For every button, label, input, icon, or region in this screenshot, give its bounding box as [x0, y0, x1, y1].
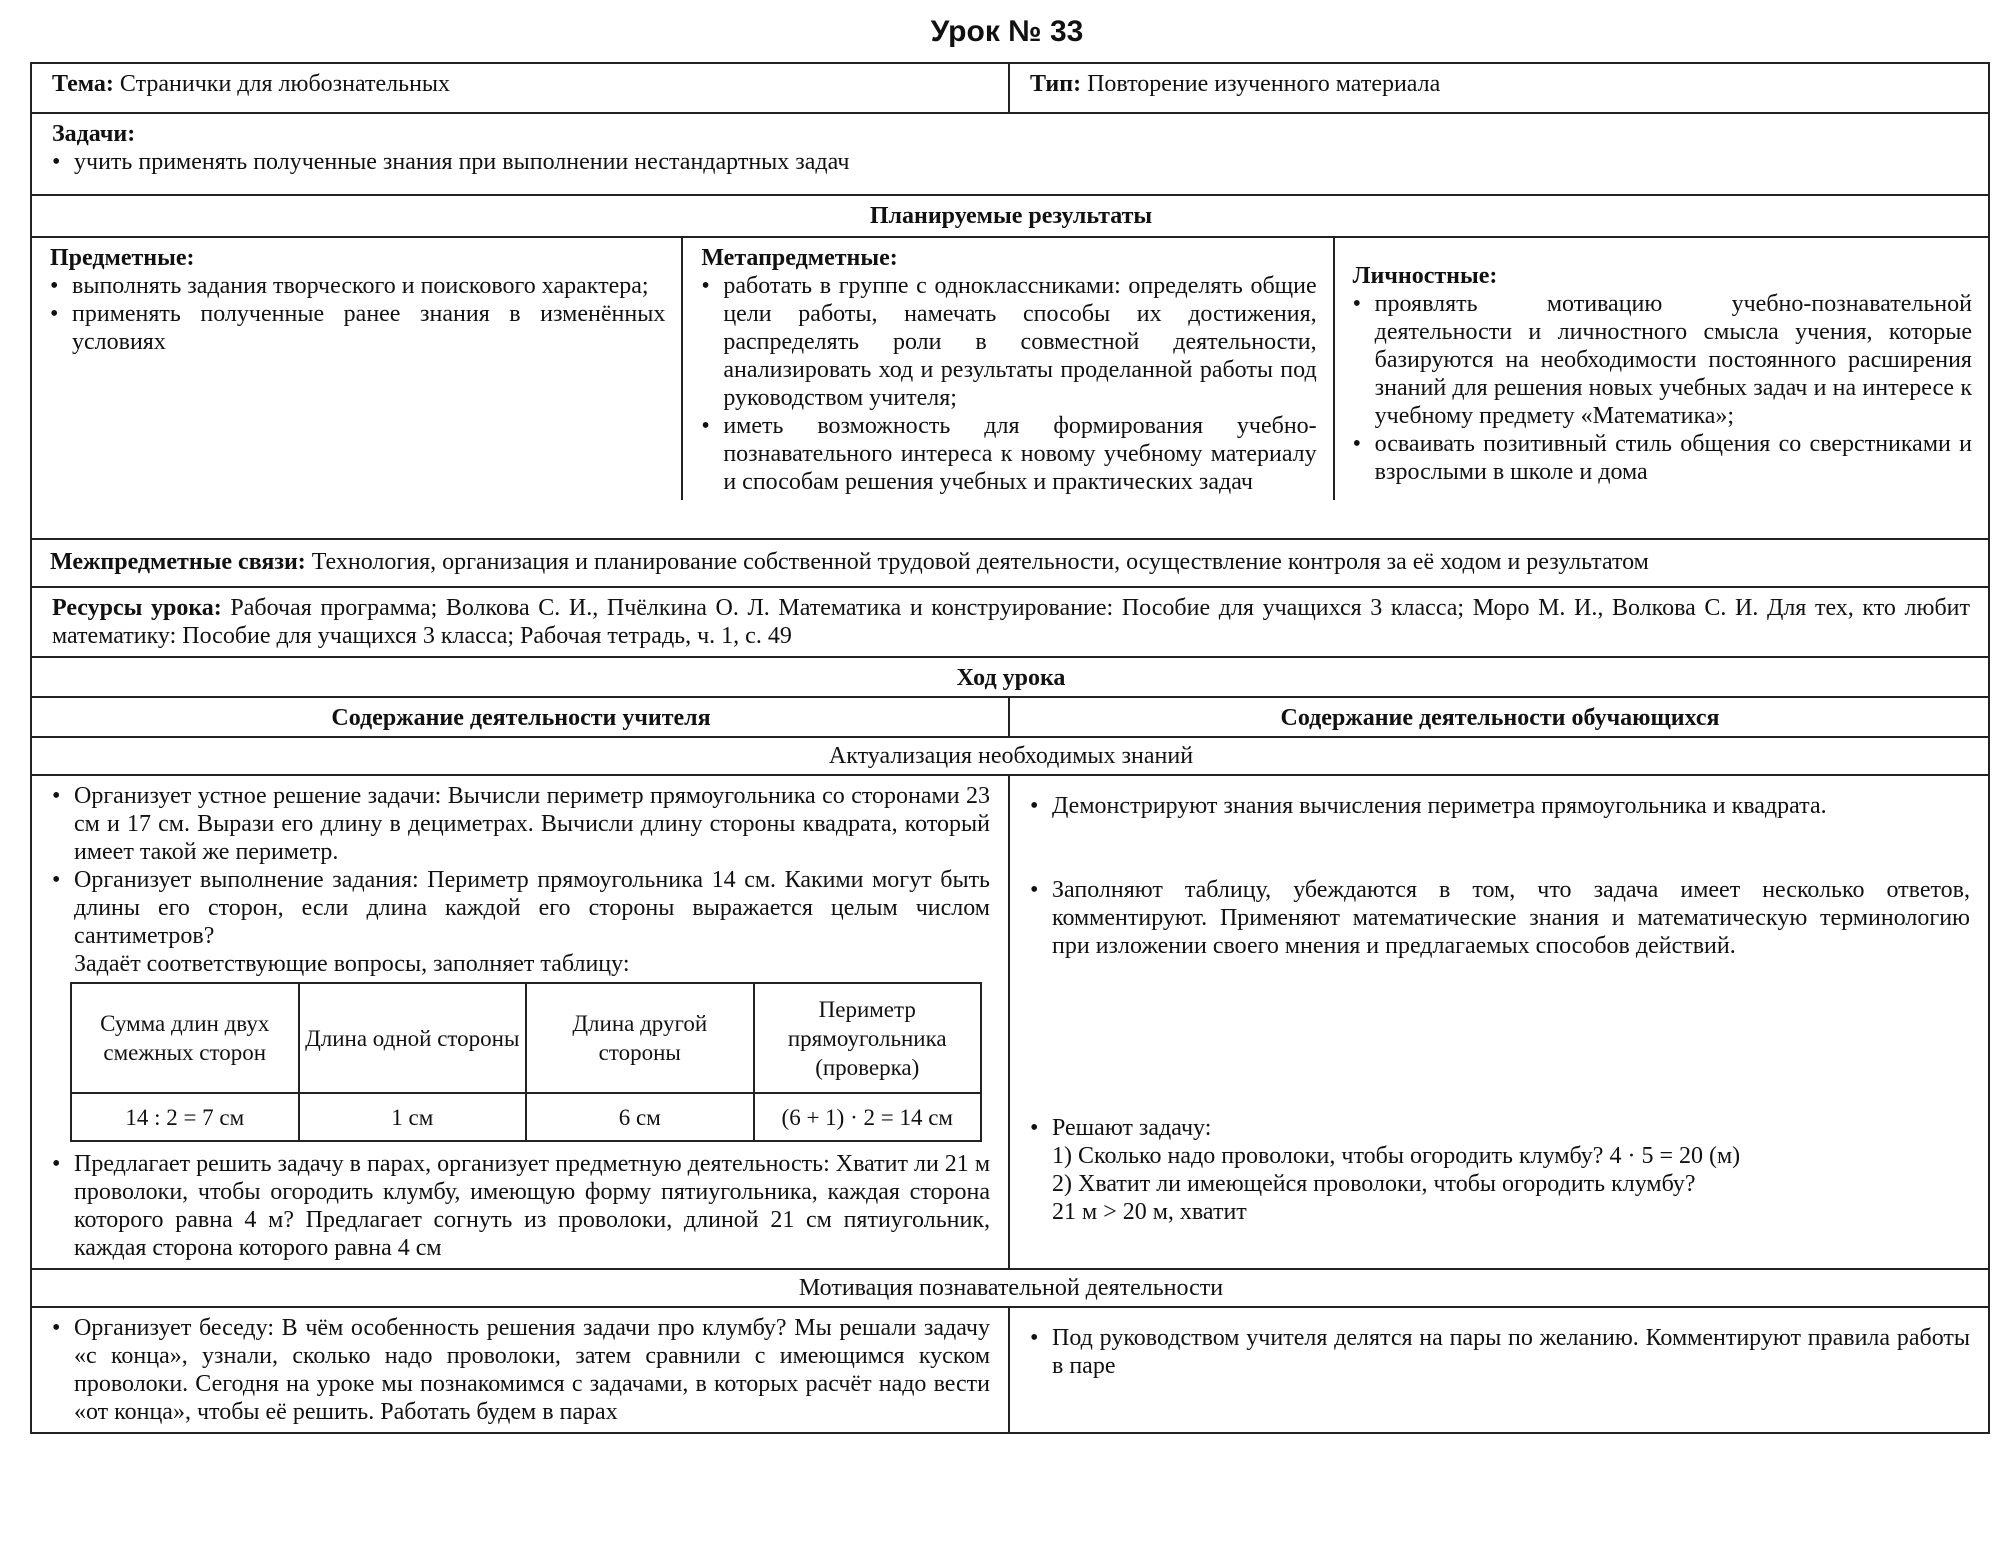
teacher-note: Задаёт соответствующие вопросы, заполняет таблицу: [74, 951, 630, 977]
stage-heading-row [31, 737, 1989, 775]
subject-results [32, 238, 683, 500]
perimeter-table-header: Сумма длин двух смежных сторон [71, 983, 299, 1093]
students-task-line: 21 м > 20 м, хватит [1052, 1199, 1247, 1225]
students-activity-item: • Демонстрируют знания вычисления периметра прямоугольника и квадрата. [1030, 792, 1970, 820]
perimeter-table-header: Периметр прямоугольника (проверка) [754, 983, 982, 1093]
students-activity-item: • Под руководством учителя делятся на пары по желанию. Комментируют правила работы в паре [1030, 1324, 1970, 1380]
teacher-activity [31, 1307, 1009, 1433]
metasubject-results [683, 238, 1334, 500]
lesson-flow-heading-text: Ход урока [956, 665, 1066, 691]
subject-results-list [50, 272, 665, 356]
perimeter-table-cell: 6 см [526, 1093, 754, 1141]
subject-result-item: • выполнять задания творческого и поискового характера; [50, 272, 665, 300]
tasks-row [31, 113, 1989, 195]
personal-results-label: Личностные: [1352, 263, 1498, 289]
tasks-list [52, 148, 1970, 176]
metasubject-result-item: • работать в группе с одноклассниками: определять общие цели работы, намечать способы их достижения, распределять роли в совместной деятельности, анализировать ход и результаты проделанной работы под руководством учителя; [701, 272, 1316, 412]
lesson-plan-table [30, 62, 1990, 1434]
interdisciplinary-row [31, 539, 1989, 587]
topic-row [31, 63, 1989, 113]
results-heading [31, 195, 1989, 237]
tasks-label: Задачи: [52, 121, 136, 147]
students-activity-list [1030, 792, 1970, 1226]
metasubject-results-label: Метапредметные: [701, 245, 898, 271]
stage-heading: Актуализация необходимых знаний [31, 737, 1989, 775]
perimeter-table-cell: 14 : 2 = 7 см [71, 1093, 299, 1141]
metasubject-result-item: • иметь возможность для формирования учебно-познавательного интереса к новому учебному материалу и способам решения учебных и практических задач [701, 412, 1316, 496]
students-activity-list [1030, 1324, 1970, 1380]
resources-row [31, 587, 1989, 657]
teacher-activity-list [52, 782, 990, 950]
subject-results-label: Предметные: [50, 245, 195, 271]
results-row [31, 237, 1989, 539]
results-heading-text: Планируемые результаты [869, 203, 1153, 229]
teacher-activity-item: • Предлагает решить задачу в парах, организует предметную деятельность: Хватит ли 21 м проволоки, чтобы огородить клумбу, имеющую форму пятиугольника, каждая сторона которого равна 4 м? Предлагает согнуть из проволоки, длиной 21 см пятиугольник, каждая сторона которого равна 4 см [52, 1150, 990, 1262]
students-activity-item [1030, 1114, 1970, 1226]
metasubject-results-list [701, 272, 1316, 496]
teacher-activity [31, 775, 1009, 1269]
students-task-line: 1) Сколько надо проволоки, чтобы огородить клумбу? 4 · 5 = 20 (м) [1052, 1143, 1741, 1169]
topic-value: Странички для любознательных [119, 71, 451, 97]
stage-content-row [31, 775, 1989, 1269]
results-heading-row [31, 195, 1989, 237]
topic-cell [31, 63, 1009, 113]
tasks-item: • учить применять полученные знания при выполнении нестандартных задач [52, 148, 1970, 176]
results-columns [32, 238, 1988, 500]
personal-results-list [1353, 290, 1972, 486]
teacher-column-header-text: Содержание деятельности учителя [331, 705, 711, 731]
students-activity [1009, 1307, 1989, 1433]
resources-value: Рабочая программа; Волкова С. И., Пчёлкина О. Л. Математика и конструирование: Пособие для учащихся 3 класса; Моро М. И., Волкова С. И. Для тех, кто любит математику: Пособие для учащихся 3 класса; Рабочая тетрадь, ч. 1, с. 49 [52, 595, 1971, 649]
students-activity-item: • Заполняют таблицу, убеждаются в том, что задача имеет несколько ответов, комментируют. Применяют математические знания и математическую терминологию при изложении своего мнения и предлагаемых способов действий. [1030, 876, 1970, 960]
personal-result-item: • проявлять мотивацию учебно-познавательной деятельности и личностного смысла учения, которые базируются на необходимости постоянного расширения знаний для решения новых учебных задач и на интересе к учебному предмету «Математика»; [1353, 290, 1972, 430]
teacher-activity-item: • Организует беседу: В чём особенность решения задачи про клумбу? Мы решали задачу «с конца», узнали, сколько надо проволоки, затем сравнили с имеющимся куском проволоки. Сегодня на уроке мы познакомимся с задачами, в которых расчёт надо вести «от конца», чтобы её решить. Работать будем в парах [52, 1314, 990, 1426]
stage-content-row [31, 1307, 1989, 1433]
resources-cell [31, 587, 1989, 657]
page-title: Урок № 33 [930, 15, 1084, 48]
perimeter-table-header: Длина одной стороны [299, 983, 527, 1093]
resources-label: Ресурсы урока: [52, 595, 222, 621]
students-activity [1009, 775, 1989, 1269]
interdisciplinary-value: Технология, организация и планирование собственной трудовой деятельности, осуществление контроля за её ходом и результатом [311, 549, 1649, 575]
personal-result-item: • осваивать позитивный стиль общения со сверстниками и взрослыми в школе и дома [1353, 430, 1972, 486]
students-column-header-text: Содержание деятельности обучающихся [1280, 705, 1720, 731]
teacher-activity-item: • Организует устное решение задачи: Вычисли периметр прямоугольника со сторонами 23 см и 17 см. Вырази его длину в дециметрах. Вычисли длину стороны квадрата, который имеет такой же периметр. [52, 782, 990, 866]
stage-heading-row [31, 1269, 1989, 1307]
teacher-activity-item: • Организует выполнение задания: Периметр прямоугольника 14 см. Какими могут быть длины его сторон, если длина каждой его стороны выражается целым числом сантиметров? [52, 866, 990, 950]
results-cell [31, 237, 1989, 539]
perimeter-table-row [71, 1093, 981, 1141]
perimeter-table-cell: (6 + 1) · 2 = 14 см [754, 1093, 982, 1141]
type-label: Тип: [1030, 71, 1082, 97]
type-cell [1009, 63, 1989, 113]
lesson-flow-heading [31, 657, 1989, 697]
tasks-cell [31, 113, 1989, 195]
teacher-column-header [31, 697, 1009, 737]
teacher-activity-list [52, 1314, 990, 1426]
topic-label: Тема: [52, 71, 114, 97]
type-value: Повторение изученного материала [1087, 71, 1441, 97]
perimeter-table-header: Длина другой стороны [526, 983, 754, 1093]
activity-columns-row [31, 697, 1989, 737]
interdisciplinary-label: Межпредметные связи: [50, 549, 306, 575]
stage-heading: Мотивация познавательной деятельности [31, 1269, 1989, 1307]
perimeter-table-cell: 1 см [299, 1093, 527, 1141]
students-task-line: 2) Хватит ли имеющейся проволоки, чтобы огородить клумбу? [1052, 1171, 1696, 1197]
interdisciplinary-cell [31, 539, 1989, 587]
students-column-header [1009, 697, 1989, 737]
subject-result-item: • применять полученные ранее знания в изменённых условиях [50, 300, 665, 356]
lesson-flow-heading-row [31, 657, 1989, 697]
students-task-lead: • Решают задачу: [1052, 1115, 1212, 1141]
personal-results [1335, 238, 1988, 500]
teacher-activity-list-continued [52, 1150, 990, 1262]
perimeter-table-header-row [71, 983, 981, 1093]
perimeter-table [70, 982, 982, 1142]
